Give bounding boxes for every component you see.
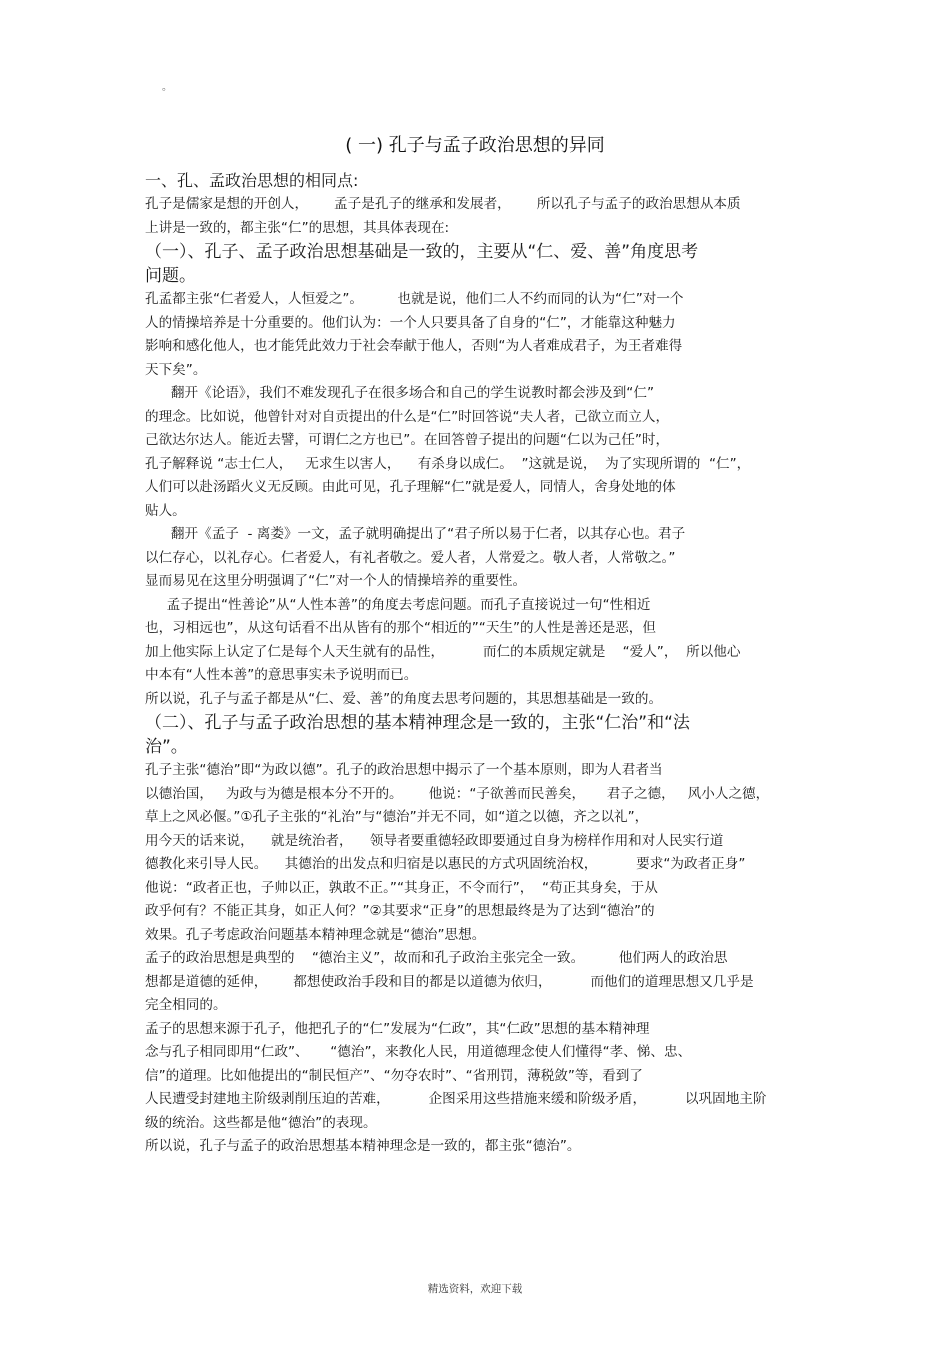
text-line: 德教化来引导人民。 其德治的出发点和归宿是以惠民的方式巩固统治权， 要求“为政者正身” bbox=[145, 856, 746, 872]
text-line: 完全相同的。 bbox=[145, 997, 227, 1013]
text-line: 人的情操培养是十分重要的。他们认为：一个人只要具备了自身的“仁”，才能靠这种魅力 bbox=[145, 314, 676, 331]
text-line: 人民遭受封建地主阶级剥削压迫的苦难， 企图采用这些措施来缓和阶级矛盾， 以巩固地主阶 bbox=[145, 1091, 767, 1107]
text-line: 显而易见在这里分明强调了“仁”对一个人的情操培养的重要性。 bbox=[145, 573, 527, 589]
text-line: 孔子主张“德治”即“为政以德”。孔子的政治思想中揭示了一个基本原则，即为人君者当 bbox=[145, 762, 663, 778]
text-line: 想都是道德的延伸， 都想使政治手段和目的都是以道德为依归， 而他们的道理思想又几乎是 bbox=[145, 973, 754, 990]
subsection-heading: （二）、孔子与孟子政治思想的基本精神理念是一致的，主张“仁治”和“法 bbox=[145, 713, 690, 733]
text-line: 加上他实际上认定了仁是每个人天生就有的品性， 而仁的本质规定就是 “爱人”， 所以他心 bbox=[145, 643, 741, 660]
text-line: 翻开《孟子 - 离娄》一文，孟子就明确提出了“君子所以易于仁者，以其存心也。君子 bbox=[145, 526, 686, 542]
text-line: 人们可以赴汤蹈火义无反顾。由此可见，孔子理解“仁”就是爱人，同情人，舍身处地的体 bbox=[145, 479, 676, 495]
text-line: 所以说，孔子与孟子都是从“仁、爱、善”的角度去思考问题的，其思想基础是一致的。 bbox=[145, 690, 663, 707]
text-line: 念与孔子相同即用“仁政”、 “德治”，来教化人民，用道德理念使人们懂得“孝、悌、忠、 bbox=[145, 1044, 692, 1060]
text-line: 用今天的话来说， 就是统治者， 领导者要重德轻政即要通过自身为榜样作用和对人民实行道 bbox=[145, 832, 724, 849]
text-line: 影响和感化他人，也才能凭此效力于社会奉献于他人，否则“为人者难成君子，为王者难得 bbox=[145, 338, 683, 354]
section-heading: 一、孔、孟政治思想的相同点: bbox=[145, 171, 359, 190]
text-line: 上讲是一致的，都主张“仁”的思想，其具体表现在: bbox=[145, 219, 450, 236]
text-line: 以德治国， 为政与为德是根本分不开的。 他说：“子欲善而民善矣， 君子之德， 风小人之德， bbox=[145, 785, 770, 802]
text-line: 效果。孔子考虑政治问题基本精神理念就是“德治”思想。 bbox=[145, 926, 486, 943]
text-line: 贴人。 bbox=[145, 502, 186, 519]
top-mark: 。 bbox=[162, 82, 172, 93]
text-line: 草上之风必偃。”①孔子主张的“礼治”与“德治”并无不同，如“道之以德，齐之以礼”， bbox=[145, 809, 649, 825]
text-line: 天下矣”。 bbox=[145, 361, 207, 378]
text-line: 信”的道理。比如他提出的“制民恒产”、“勿夺农时”、“省刑罚，薄税敛”等，看到了 bbox=[145, 1067, 643, 1084]
subsection-heading: （一）、孔子、孟子政治思想基础是一致的，主要从“仁、爱、善”角度思考 bbox=[145, 242, 699, 262]
document-body bbox=[145, 168, 815, 1159]
subsection-heading: 问题。 bbox=[145, 266, 196, 286]
text-line: 他说：“政者正也，子帅以正，孰敢不正。”“其身正，不令而行”， “苟正其身矣，于从 bbox=[145, 879, 658, 896]
text-line: 也，习相远也”，从这句话看不出从皆有的那个“相近的”“天生”的人性是善还是恶，但 bbox=[145, 620, 656, 636]
text-line: 以仁存心，以礼存心。仁者爱人，有礼者敬之。爱人者，人常爱之。敬人者，人常敬之。” bbox=[145, 549, 676, 566]
text-line: 己欲达尔达人。能近去譬，可谓仁之方也已”。在回答曾子提出的问题“仁以为己任”时， bbox=[145, 432, 670, 448]
text-line: 级的统治。这些都是他“德治”的表现。 bbox=[145, 1114, 377, 1131]
text-line: 孟子的政治思想是典型的 “德治主义”，故而和孔子政治主张完全一致。 他们两人的政治思 bbox=[145, 950, 728, 966]
subsection-heading: 治”。 bbox=[145, 737, 188, 757]
text-line: 孟子的思想来源于孔子，他把孔子的“仁”发展为“仁政”，其“仁政”思想的基本精神理 bbox=[145, 1020, 650, 1037]
text-line: 翻开《论语》，我们不难发现孔子在很多场合和自己的学生说教时都会涉及到“仁” bbox=[145, 385, 654, 401]
text-line: 孔子解释说 “志士仁人， 无求生以害人， 有杀身以成仁。 ”这就是说， 为了实现所谓的 “仁”， bbox=[145, 455, 751, 472]
page-footer: 精选资料，欢迎下载 bbox=[427, 1283, 523, 1295]
text-line: 中本有“人性本善”的意思事实未予说明而已。 bbox=[145, 667, 418, 683]
text-line: 孟子提出“性善论”从“人性本善”的角度去考虑问题。而孔子直接说过一句“性相近 bbox=[145, 596, 651, 613]
text-line: 孔孟都主张“仁者爱人，人恒爱之”。 也就是说，他们二人不约而同的认为“仁”对一个 bbox=[145, 291, 684, 307]
text-line: 孔子是儒家是想的开创人， 孟子是孔子的继承和发展者， 所以孔子与孟子的政治思想从本质 bbox=[145, 196, 741, 212]
text-line: 的理念。比如说，他曾针对对自贡提出的什么是“仁”时回答说“夫人者，己欲立而立人， bbox=[145, 408, 670, 425]
text-line: 所以说，孔子与孟子的政治思想基本精神理念是一致的，都主张“德治”。 bbox=[145, 1138, 581, 1154]
page-title: ( 一) 孔子与孟子政治思想的异同 bbox=[345, 135, 605, 156]
text-line: 政乎何有？不能正其身，如正人何？”②其要求“正身”的思想最终是为了达到“德治”的 bbox=[145, 903, 655, 919]
